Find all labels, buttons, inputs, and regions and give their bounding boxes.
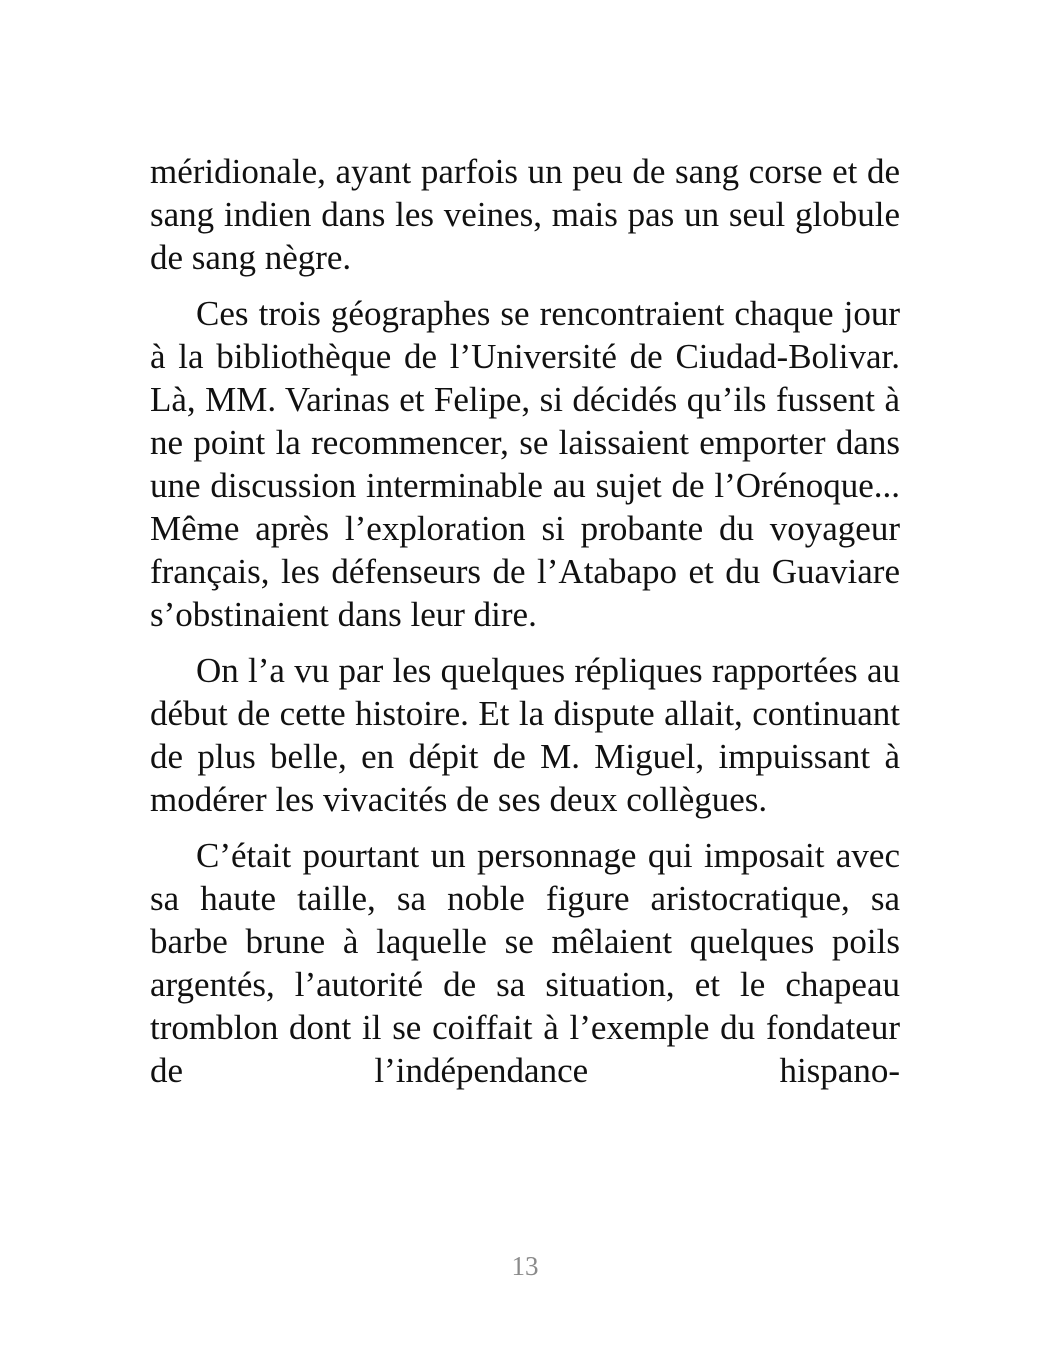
page-number: 13	[511, 1251, 539, 1281]
paragraph-continuation: méridionale, ayant parfois un peu de sang corse et de sang indien dans les veines, mais pas un seul globule de sang nègre.	[150, 152, 900, 277]
paragraph-geographes: Ces trois géographes se rencontraient chaque jour à la bibliothèque de l’Université de Ciudad-Bolivar. Là, MM. Varinas et Felipe, si décidés qu’ils fussent à ne point la recommencer, se laissaient emporter dans une discussion interminable au sujet de l’Orénoque... Même après l’exploration si probante du voyageur français, les défenseurs de l’Atabapo et du Guaviare s’obstinaient dans leur dire.	[150, 294, 900, 634]
body-text	[150, 150, 900, 1105]
paragraph-personnage: C’était pourtant un personnage qui imposait avec sa haute taille, sa noble figure aristocratique, sa barbe brune à laquelle se mêlaient quelques poils argentés, l’autorité de sa situation, et le chapeau tromblon dont il se coiffait à l’exemple du fondateur de l’indépendance hispano-	[150, 836, 900, 1090]
paragraph-repliques: On l’a vu par les quelques répliques rapportées au début de cette histoire. Et la dispute allait, continuant de plus belle, en dépit de M. Miguel, impuissant à modérer les vivacités de ses deux collègues.	[150, 651, 900, 819]
